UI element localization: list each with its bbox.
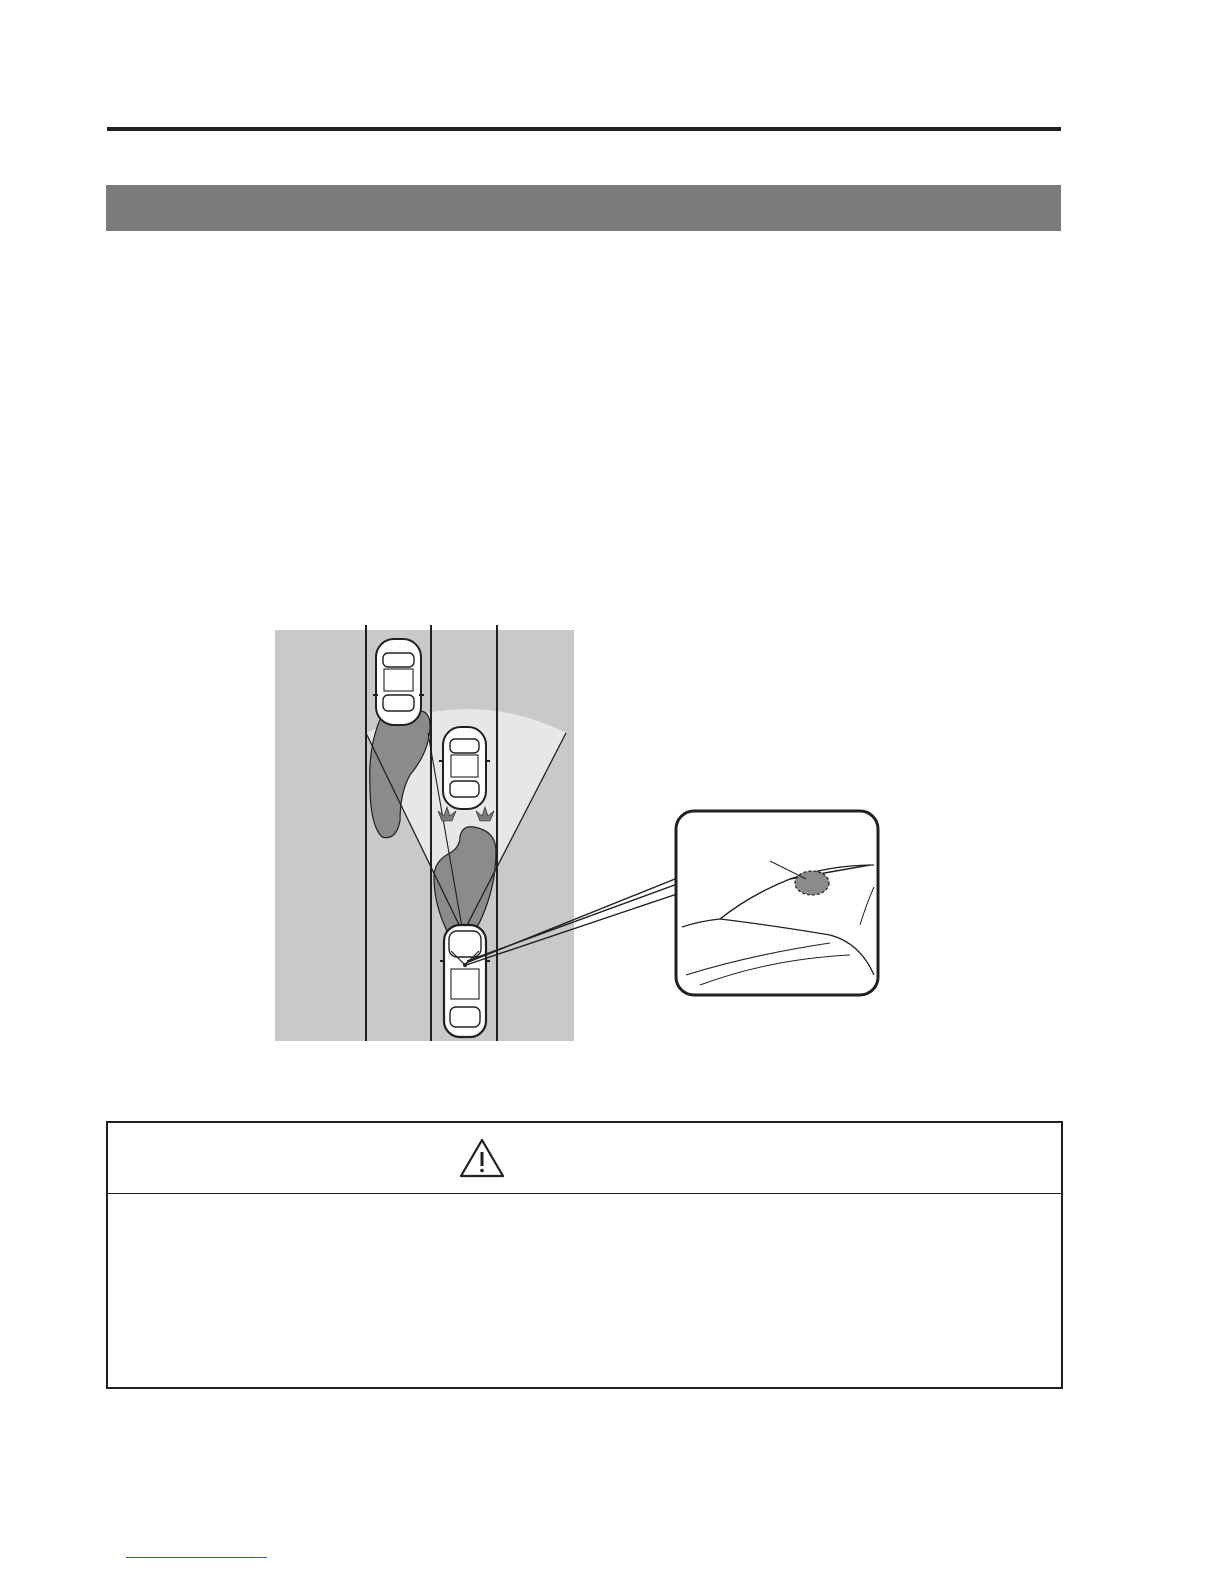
detection-range-illustration bbox=[270, 625, 886, 1045]
warning-divider bbox=[108, 1193, 1061, 1194]
warning-triangle-icon bbox=[458, 1137, 506, 1179]
sensor-closeup-inset bbox=[676, 811, 878, 995]
warning-header bbox=[108, 1123, 1061, 1193]
section-title-bar bbox=[106, 185, 1061, 231]
car-left-lane bbox=[373, 639, 424, 725]
sensor-diagram-figure bbox=[270, 625, 886, 1045]
own-vehicle bbox=[440, 925, 490, 1037]
footer-link-underline[interactable] bbox=[126, 1557, 267, 1558]
top-rule bbox=[107, 127, 1061, 131]
sensor-location-marker bbox=[795, 871, 829, 895]
warning-box bbox=[106, 1121, 1063, 1389]
